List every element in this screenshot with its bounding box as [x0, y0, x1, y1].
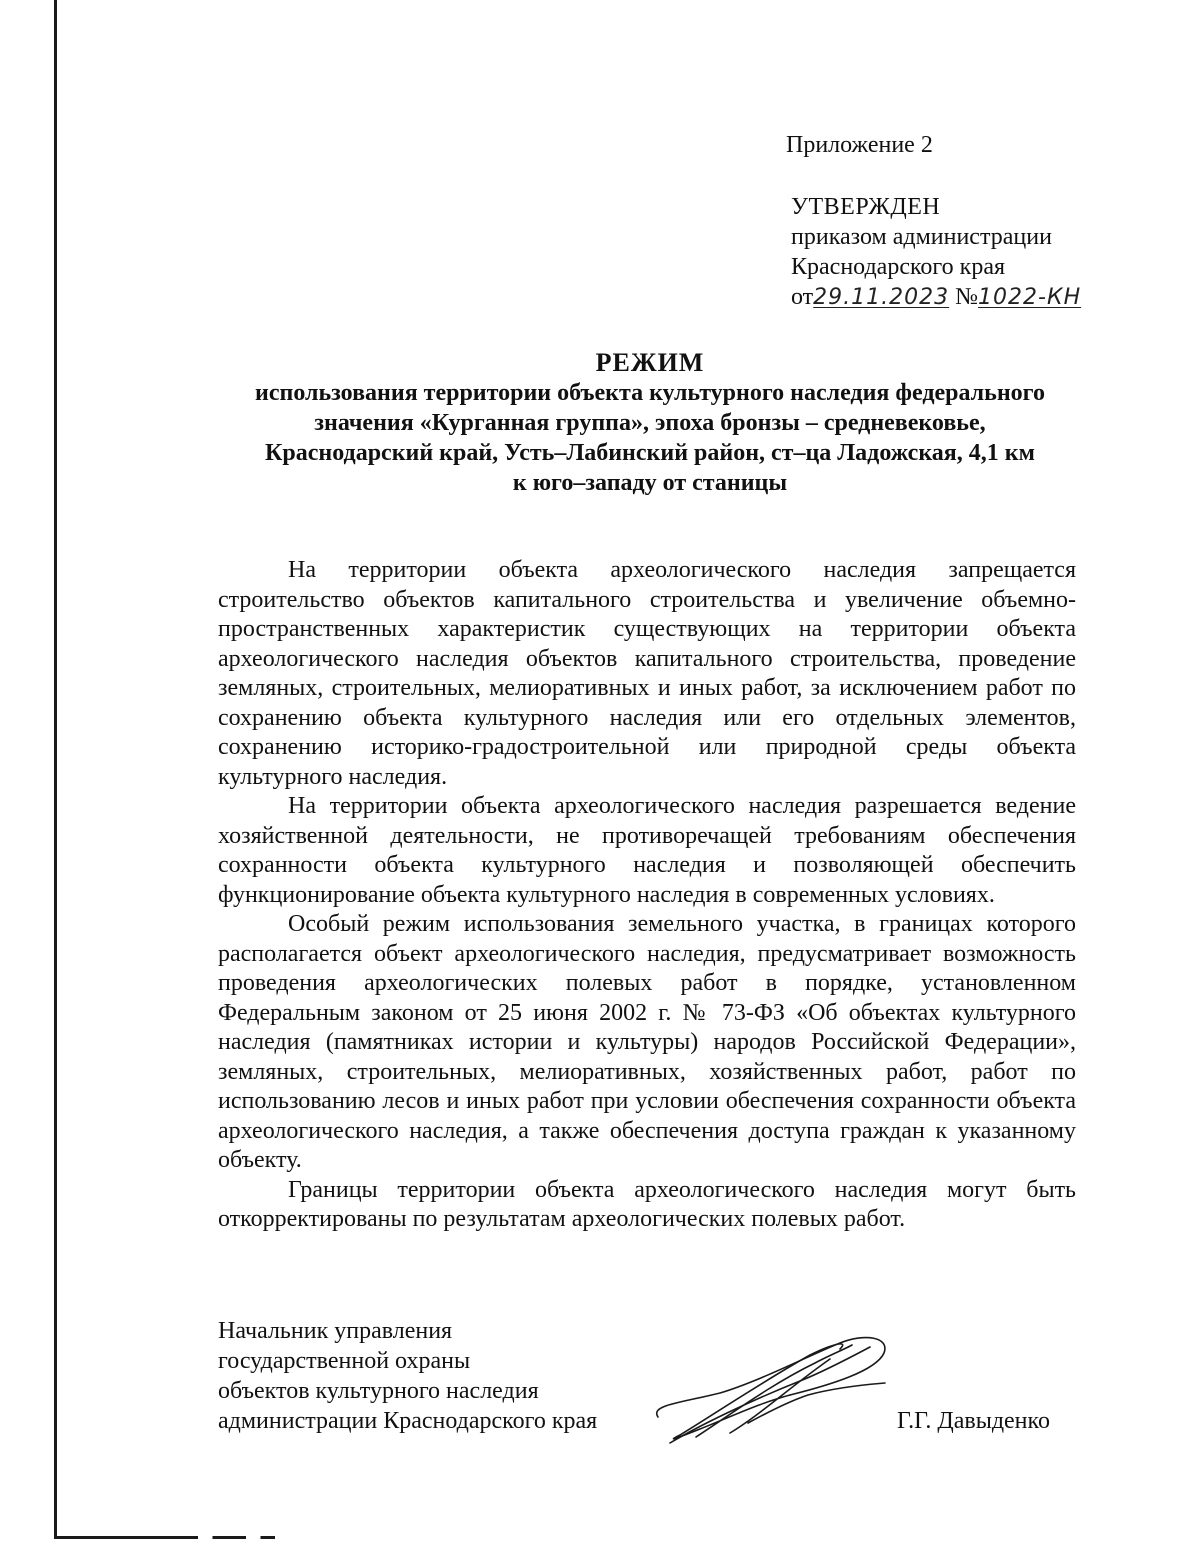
body-paragraph: Границы территории объекта археологического наследия могут быть откорректированы по результатам археологических полевых работ.: [218, 1176, 1076, 1232]
document-body: [218, 556, 1076, 1235]
subtitle-line: к юго–западу от станицы: [512, 470, 788, 496]
approval-line-1: приказом администрации: [791, 224, 1052, 250]
signer-position: [218, 1316, 597, 1436]
body-paragraph: Особый режим использования земельного участка, в границах которого располагается объект археологического наследия, предусматривает возможность проведения археологических полевых работ в порядке, установленном Федеральным законом от 25 июня 2002 г. № 73-ФЗ «Об объектах культурного наследия (памятниках истории и культуры) народов Российской Федерации», земляных, строительных, мелиоративных, хозяйственных работ, работ по использованию лесов и иных работ при условии обеспечения сохранности объекта археологического наследия, а также обеспечения доступа граждан к указанному объекту.: [218, 911, 1076, 1173]
signer-position-line: Начальник управления: [218, 1318, 453, 1344]
document-subtitle: [215, 378, 1085, 498]
appendix-label: Приложение 2: [786, 132, 933, 158]
approval-number: 1022-КН: [978, 285, 1082, 310]
handwritten-signature: [640, 1325, 900, 1455]
approval-line-2: Краснодарского края: [791, 254, 1006, 280]
signer-position-line: объектов культурного наследия: [218, 1378, 539, 1404]
body-paragraph: На территории объекта археологического наследия запрещается строительство объектов капитального строительства и увеличение объемно-пространственных характеристик существующих на территории объекта археологического наследия объектов капитального строительства, проведение земляных, строительных, мелиоративных и иных работ, за исключением работ по сохранению объекта культурного наследия или его отдельных элементов, сохранению историко-градостроительной или природной среды объекта культурного наследия.: [218, 557, 1076, 790]
approval-date: 29.11.2023: [813, 285, 950, 310]
signer-position-line: государственной охраны: [218, 1348, 471, 1374]
body-paragraph: На территории объекта археологического наследия разрешается ведение хозяйственной деятельности, не противоречащей требованиям обеспечения сохранности объекта культурного наследия и позволяющей обеспечить функционирование объекта культурного наследия в современных условиях.: [218, 793, 1076, 908]
subtitle-line: значения «Курганная группа», эпоха бронзы – средневековье,: [314, 410, 986, 436]
signer-position-line: администрации Краснодарского края: [218, 1408, 598, 1434]
approval-date-line: [791, 282, 1081, 313]
subtitle-line: использования территории объекта культурного наследия федерального: [255, 380, 1045, 406]
scan-edge-bottom: [54, 1536, 294, 1539]
signer-name: Г.Г. Давыденко: [897, 1408, 1050, 1434]
scan-edge-left: [54, 0, 57, 1538]
approval-from-label: от: [791, 284, 814, 310]
approval-number-label: №: [955, 284, 979, 310]
document-title: РЕЖИМ: [595, 348, 705, 377]
approval-heading: УТВЕРЖДЕН: [791, 194, 941, 220]
approval-block: [791, 192, 1081, 313]
subtitle-line: Краснодарский край, Усть–Лабинский район, ст–ца Ладожская, 4,1 км: [265, 440, 1035, 466]
